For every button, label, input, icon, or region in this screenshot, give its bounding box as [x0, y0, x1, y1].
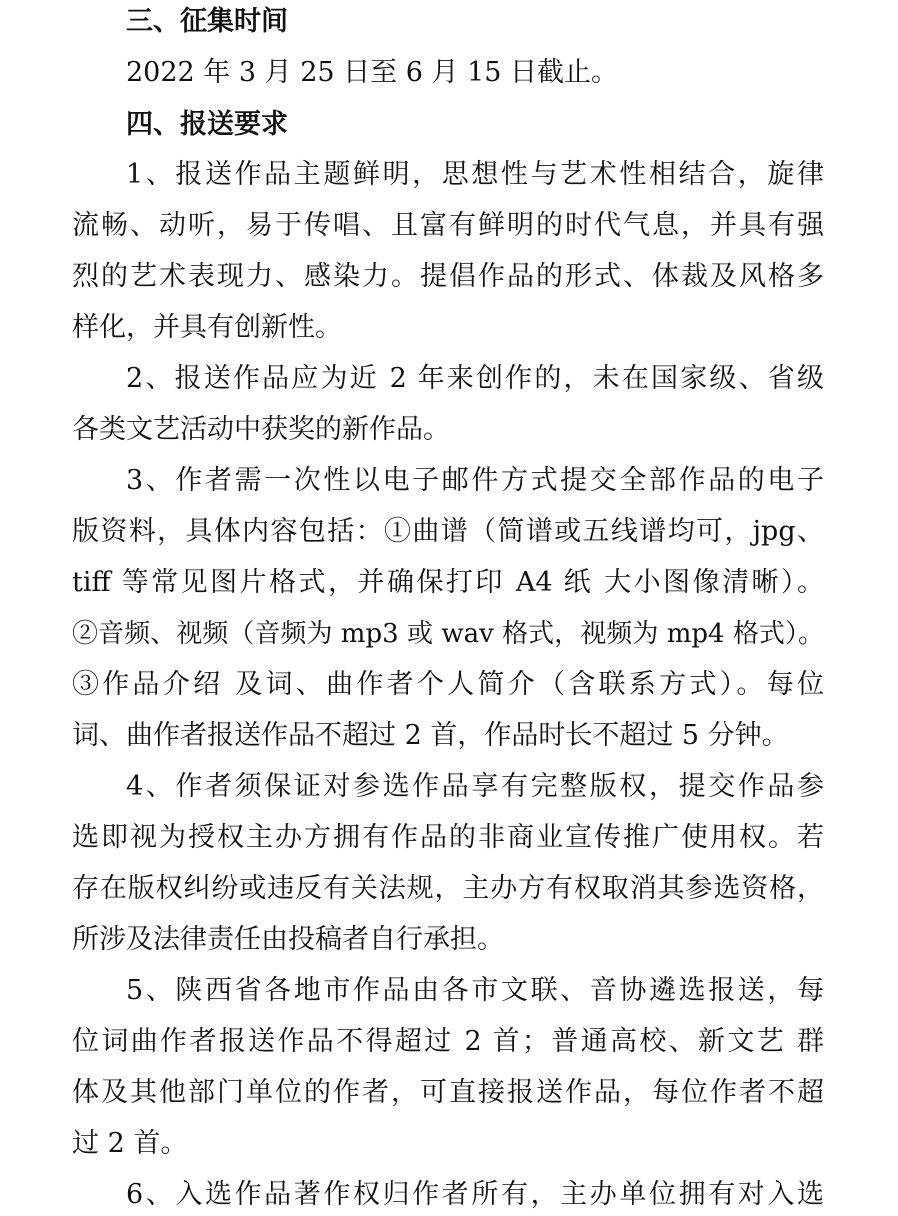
requirement-1-line-1: 1、报送作品主题鲜明，思想性与艺术性相结合，旋律: [126, 159, 824, 190]
requirement-1-line-3: 烈的艺术表现力、感染力。提倡作品的形式、体裁及风格多: [72, 261, 824, 292]
requirement-1-line-4: 样化，并具有创新性。: [72, 312, 342, 343]
requirement-3-line-5: ③作品介绍 及词、曲作者个人简介（含联系方式）。每位: [72, 669, 824, 700]
section-heading-collection-time: 三、征集时间: [126, 6, 288, 37]
requirement-4-line-4: 所涉及法律责任由投稿者自行承担。: [72, 924, 504, 955]
requirement-4-line-3: 存在版权纠纷或违反有关法规，主办方有权取消其参选资格，: [72, 873, 824, 904]
requirement-3-line-1: 3、作者需一次性以电子邮件方式提交全部作品的电子: [126, 465, 824, 496]
requirement-5-line-2: 位词曲作者报送作品不得超过 2 首；普通高校、新文艺 群: [72, 1026, 824, 1057]
requirement-4-line-1: 4、作者须保证对参选作品享有完整版权，提交作品参: [126, 771, 824, 802]
requirement-3-line-6: 词、曲作者报送作品不超过 2 首，作品时长不超过 5 分钟。: [72, 720, 789, 751]
requirement-1-line-2: 流畅、动听，易于传唱、且富有鲜明的时代气息，并具有强: [72, 210, 824, 241]
requirement-3-line-3: tiff 等常见图片格式，并确保打印 A4 纸 大小图像清晰）。: [72, 567, 824, 598]
requirement-5-line-4: 过 2 首。: [72, 1128, 188, 1159]
collection-time-text: 2022 年 3 月 25 日至 6 月 15 日截止。: [126, 57, 619, 88]
requirement-4-line-2: 选即视为授权主办方拥有作品的非商业宣传推广使用权。若: [72, 822, 824, 853]
requirement-5-line-3: 体及其他部门单位的作者，可直接报送作品，每位作者不超: [72, 1077, 824, 1108]
requirement-5-line-1: 5、陕西省各地市作品由各市文联、音协遴选报送，每: [126, 975, 824, 1006]
requirement-6-line-1: 6、入选作品著作权归作者所有，主办单位拥有对入选: [126, 1179, 824, 1210]
requirement-3-line-2: 版资料，具体内容包括：①曲谱（简谱或五线谱均可，jpg、: [72, 516, 824, 547]
requirement-2-line-2: 各类文艺活动中获奖的新作品。: [72, 414, 450, 445]
requirement-3-line-4: ②音频、视频（音频为 mp3 或 wav 格式，视频为 mp4 格式）。: [72, 619, 824, 649]
requirement-2-line-1: 2、报送作品应为近 2 年来创作的，未在国家级、省级: [126, 363, 824, 394]
section-heading-submission-requirements: 四、报送要求: [126, 109, 288, 140]
